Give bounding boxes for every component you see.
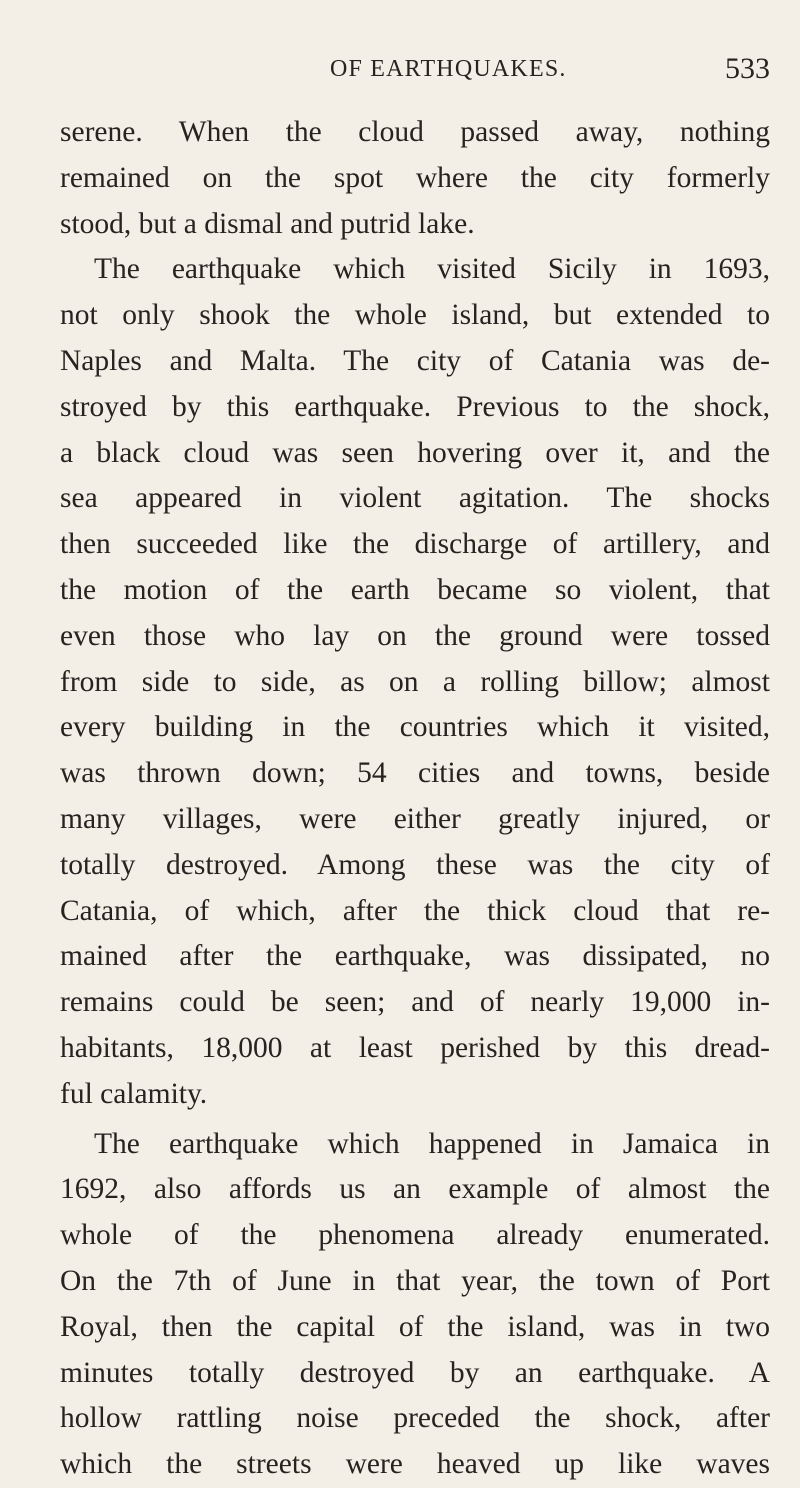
text-line: the motion of the earth became so violent, that bbox=[60, 573, 770, 606]
text-line: Catania, of which, after the thick cloud that re- bbox=[60, 894, 770, 927]
text-line: a black cloud was seen hovering over it, and the bbox=[60, 436, 770, 469]
text-line: not only shook the whole island, but extended to bbox=[60, 299, 770, 332]
text-line: was thrown down; 54 cities and towns, beside bbox=[60, 757, 770, 790]
text-line: from side to side, as on a rolling billow; almost bbox=[60, 665, 770, 698]
text-line: totally destroyed. Among these was the city of bbox=[60, 848, 770, 881]
text-line: serene. When the cloud passed away, nothing bbox=[60, 116, 770, 148]
page-number: 533 bbox=[725, 52, 770, 85]
text-line: Royal, then the capital of the island, was in two bbox=[60, 1310, 770, 1343]
text-line: minutes totally destroyed by an earthquake. A bbox=[60, 1356, 770, 1389]
text-line: whole of the phenomena already enumerated. bbox=[60, 1219, 770, 1252]
running-head: OF EARTHQUAKES. bbox=[330, 56, 567, 82]
text-line: which the streets were heaved up like waves bbox=[60, 1448, 770, 1481]
paragraph-1 bbox=[60, 110, 770, 247]
text-line: remained on the spot where the city formerly bbox=[60, 161, 770, 194]
text-line: mained after the earthquake, was dissipated, no bbox=[60, 940, 770, 973]
text-line: every building in the countries which it visited, bbox=[60, 711, 770, 744]
text-line: The earthquake which happened in Jamaica in bbox=[94, 1127, 770, 1160]
text-line: 1692, also affords us an example of almost the bbox=[60, 1173, 770, 1206]
text-line: stroyed by this earthquake. Previous to the shock, bbox=[60, 390, 770, 423]
text-line: ful calamity. bbox=[60, 1077, 208, 1110]
text-line: hollow rattling noise preceded the shock, after bbox=[60, 1402, 770, 1435]
paragraph-2 bbox=[60, 247, 770, 1117]
text-line: many villages, were either greatly injured, or bbox=[60, 802, 770, 835]
text-line: On the 7th of June in that year, the town of Port bbox=[60, 1264, 770, 1297]
text-line: then succeeded like the discharge of artillery, and bbox=[60, 528, 770, 561]
text-line: The earthquake which visited Sicily in 1693, bbox=[94, 253, 770, 286]
text-line: sea appeared in violent agitation. The shocks bbox=[60, 482, 770, 515]
text-line: remains could be seen; and of nearly 19,000 in- bbox=[60, 986, 770, 1019]
text-line: even those who lay on the ground were tossed bbox=[60, 619, 770, 652]
paragraph-3 bbox=[60, 1122, 770, 1488]
text-line: Naples and Malta. The city of Catania was de- bbox=[60, 344, 770, 377]
body-text bbox=[60, 110, 770, 1488]
page-header bbox=[0, 52, 800, 92]
text-line: habitants, 18,000 at least perished by this dread- bbox=[60, 1031, 770, 1064]
text-line: stood, but a dismal and putrid lake. bbox=[60, 207, 475, 240]
